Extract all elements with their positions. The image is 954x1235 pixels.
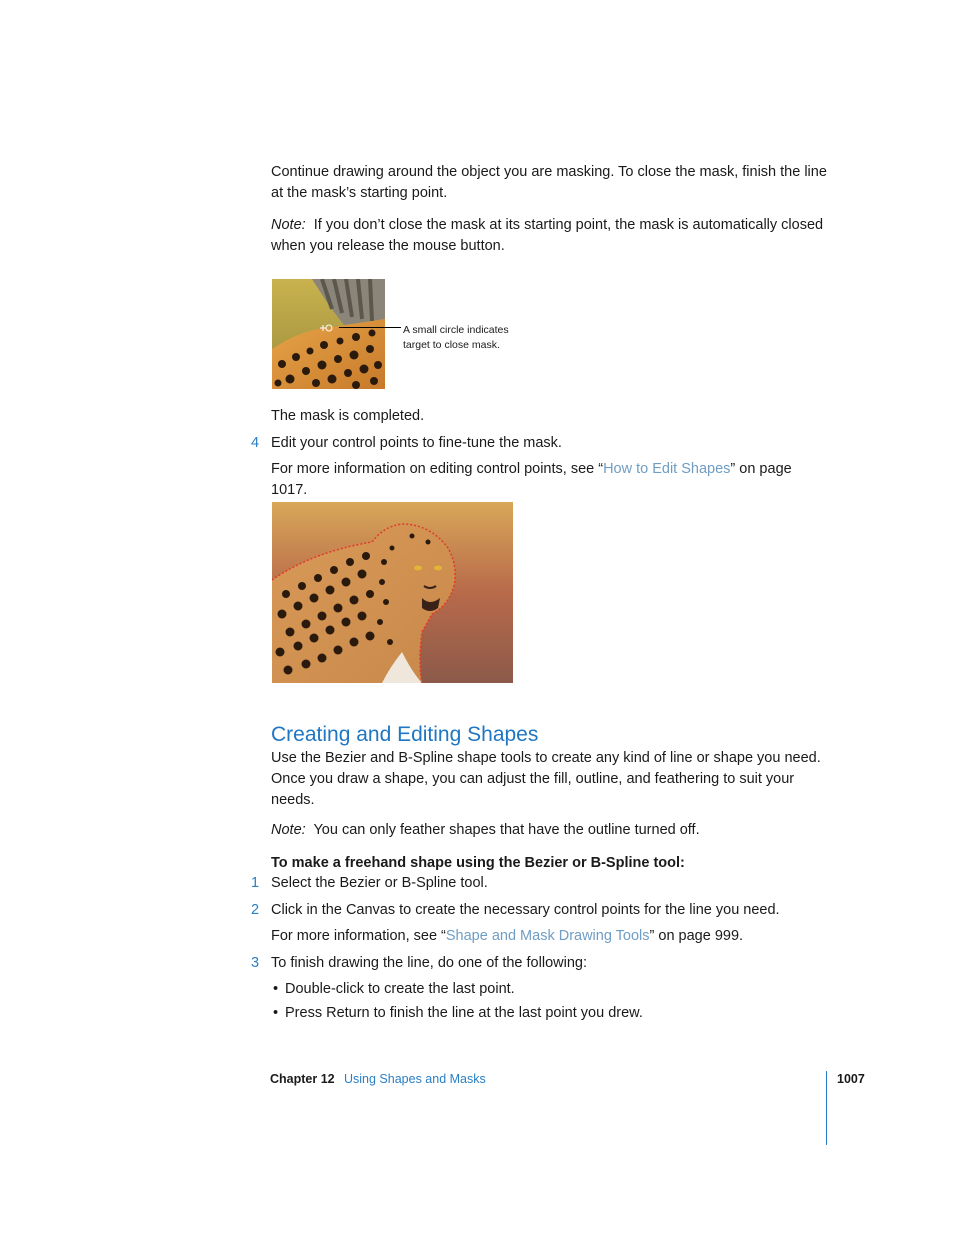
- leopard-masked-image: [272, 502, 513, 683]
- step-3-number: 3: [251, 955, 260, 971]
- note-text: If you don’t close the mask at its starting point, the mask is automatically closed when you release the mouse button.: [271, 217, 824, 254]
- leopard-masked-svg: [272, 502, 513, 683]
- note-label: Note:: [271, 822, 306, 838]
- note-text: You can only feather shapes that have the outline turned off.: [313, 822, 700, 838]
- how-to-edit-shapes-link[interactable]: How to Edit Shapes: [603, 461, 731, 477]
- step-1-text: Select the Bezier or B-Spline tool.: [271, 875, 488, 891]
- more-info-suffix: ” on page 1017.: [271, 461, 792, 498]
- footer-chapter: Chapter 12: [270, 1072, 335, 1086]
- leopard-closeup-image: [272, 279, 385, 389]
- intro-paragraph: Continue drawing around the object you are masking. To close the mask, finish the line at the mask’s starting point.: [271, 164, 827, 201]
- bullet-1-symbol: •: [273, 981, 279, 997]
- note-paragraph: [271, 215, 831, 257]
- more-info-prefix: For more information on editing control points, see “: [271, 461, 604, 477]
- step-4-number: 4: [251, 435, 260, 451]
- step-2-text: Click in the Canvas to create the necessary control points for the line you need.: [271, 902, 780, 918]
- task-heading: To make a freehand shape using the Bezier or B-Spline tool:: [271, 855, 685, 871]
- leopard-closeup-svg: [272, 279, 385, 389]
- step-4-text: Edit your control points to fine-tune the mask.: [271, 435, 562, 451]
- callout-line-1: A small circle indicates: [403, 324, 509, 336]
- step-2-more-info: [271, 926, 831, 947]
- more-info-prefix: For more information, see “: [271, 928, 446, 944]
- callout-line: [339, 327, 401, 328]
- callout-line-2: target to close mask.: [403, 339, 500, 351]
- more-info-suffix: ” on page 999.: [649, 928, 744, 944]
- step-4-more-info: [271, 459, 831, 501]
- section-heading: Creating and Editing Shapes: [271, 723, 539, 746]
- step-3-text: To finish drawing the line, do one of the following:: [271, 955, 587, 971]
- mask-completed-text: The mask is completed.: [271, 408, 425, 424]
- shape-and-mask-drawing-tools-link[interactable]: Shape and Mask Drawing Tools: [445, 928, 650, 944]
- bullet-1-text: Double-click to create the last point.: [285, 981, 515, 997]
- bullet-2-symbol: •: [273, 1005, 279, 1021]
- footer-chapter-title[interactable]: Using Shapes and Masks: [344, 1072, 486, 1086]
- callout-text: [403, 323, 533, 353]
- footer-page-number: 1007: [837, 1072, 865, 1086]
- step-2-number: 2: [251, 902, 260, 918]
- section-paragraph: Use the Bezier and B-Spline shape tools to create any kind of line or shape you need. Once you draw a shape, you can adjust the fill, outline, and feathering to suit your needs.: [271, 750, 821, 808]
- step-1-number: 1: [251, 875, 260, 891]
- footer-rule: [826, 1071, 827, 1145]
- section-note: [271, 820, 831, 841]
- note-label: Note:: [271, 217, 306, 233]
- bullet-2-text: Press Return to finish the line at the last point you drew.: [285, 1005, 643, 1021]
